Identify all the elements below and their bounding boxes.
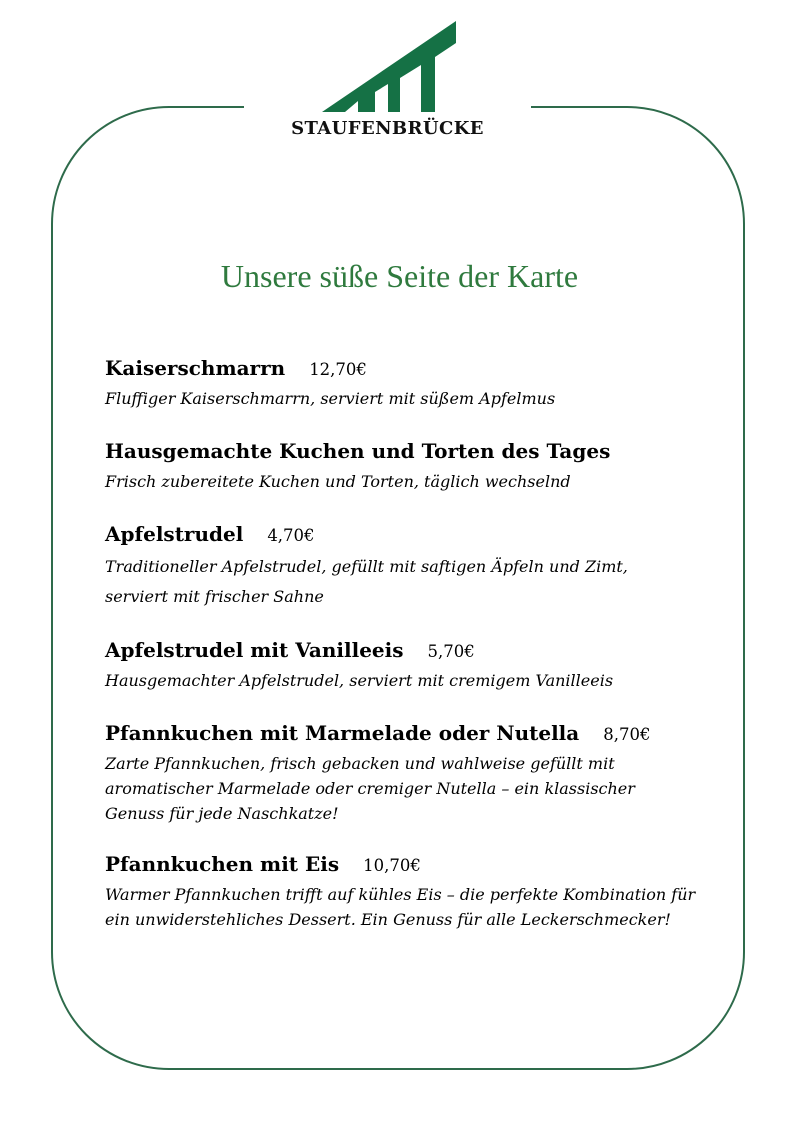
menu-item bbox=[105, 848, 725, 932]
item-description: Traditioneller Apfelstrudel, gefüllt mit saftigen Äpfeln und Zimt, serviert mit frischer Sahne bbox=[105, 557, 628, 606]
dessert-menu-list bbox=[105, 352, 725, 932]
item-name: Kaiserschmarrn bbox=[105, 356, 286, 380]
item-name: Apfelstrudel bbox=[105, 522, 244, 546]
menu-item bbox=[105, 435, 725, 494]
item-description: Warmer Pfannkuchen trifft auf kühles Eis – die perfekte Kombination für ein unwiderstehliches Dessert. Ein Genuss für alle Leckerschmecker! bbox=[105, 885, 696, 929]
menu-item bbox=[105, 717, 725, 826]
item-description: Hausgemachter Apfelstrudel, serviert mit cremigem Vanilleeis bbox=[105, 671, 614, 690]
item-price: 10,70€ bbox=[363, 856, 421, 875]
menu-item bbox=[105, 352, 725, 411]
item-name: Apfelstrudel mit Vanilleeis bbox=[105, 638, 404, 662]
item-description: Fluffiger Kaiserschmarrn, serviert mit süßem Apfelmus bbox=[105, 389, 556, 408]
page-title: Unsere süße Seite der Karte bbox=[220, 258, 579, 294]
item-price: 12,70€ bbox=[309, 360, 367, 379]
item-price: 5,70€ bbox=[427, 642, 475, 661]
menu-item bbox=[105, 634, 725, 693]
item-price: 4,70€ bbox=[267, 526, 315, 545]
brand-name: STAUFENBRÜCKE bbox=[291, 118, 484, 139]
item-description: Zarte Pfannkuchen, frisch gebacken und wahlweise gefüllt mit aromatischer Marmelade oder cremiger Nutella – ein klassischer Genuss für jede Naschkatze! bbox=[105, 754, 635, 823]
item-name: Pfannkuchen mit Eis bbox=[105, 852, 340, 876]
item-description: Frisch zubereitete Kuchen und Torten, täglich wechselnd bbox=[105, 472, 571, 491]
item-name: Hausgemachte Kuchen und Torten des Tages bbox=[105, 439, 611, 463]
bridge-logo-icon bbox=[322, 21, 457, 112]
item-price: 8,70€ bbox=[603, 725, 651, 744]
item-name: Pfannkuchen mit Marmelade oder Nutella bbox=[105, 721, 580, 745]
menu-item bbox=[105, 518, 725, 612]
